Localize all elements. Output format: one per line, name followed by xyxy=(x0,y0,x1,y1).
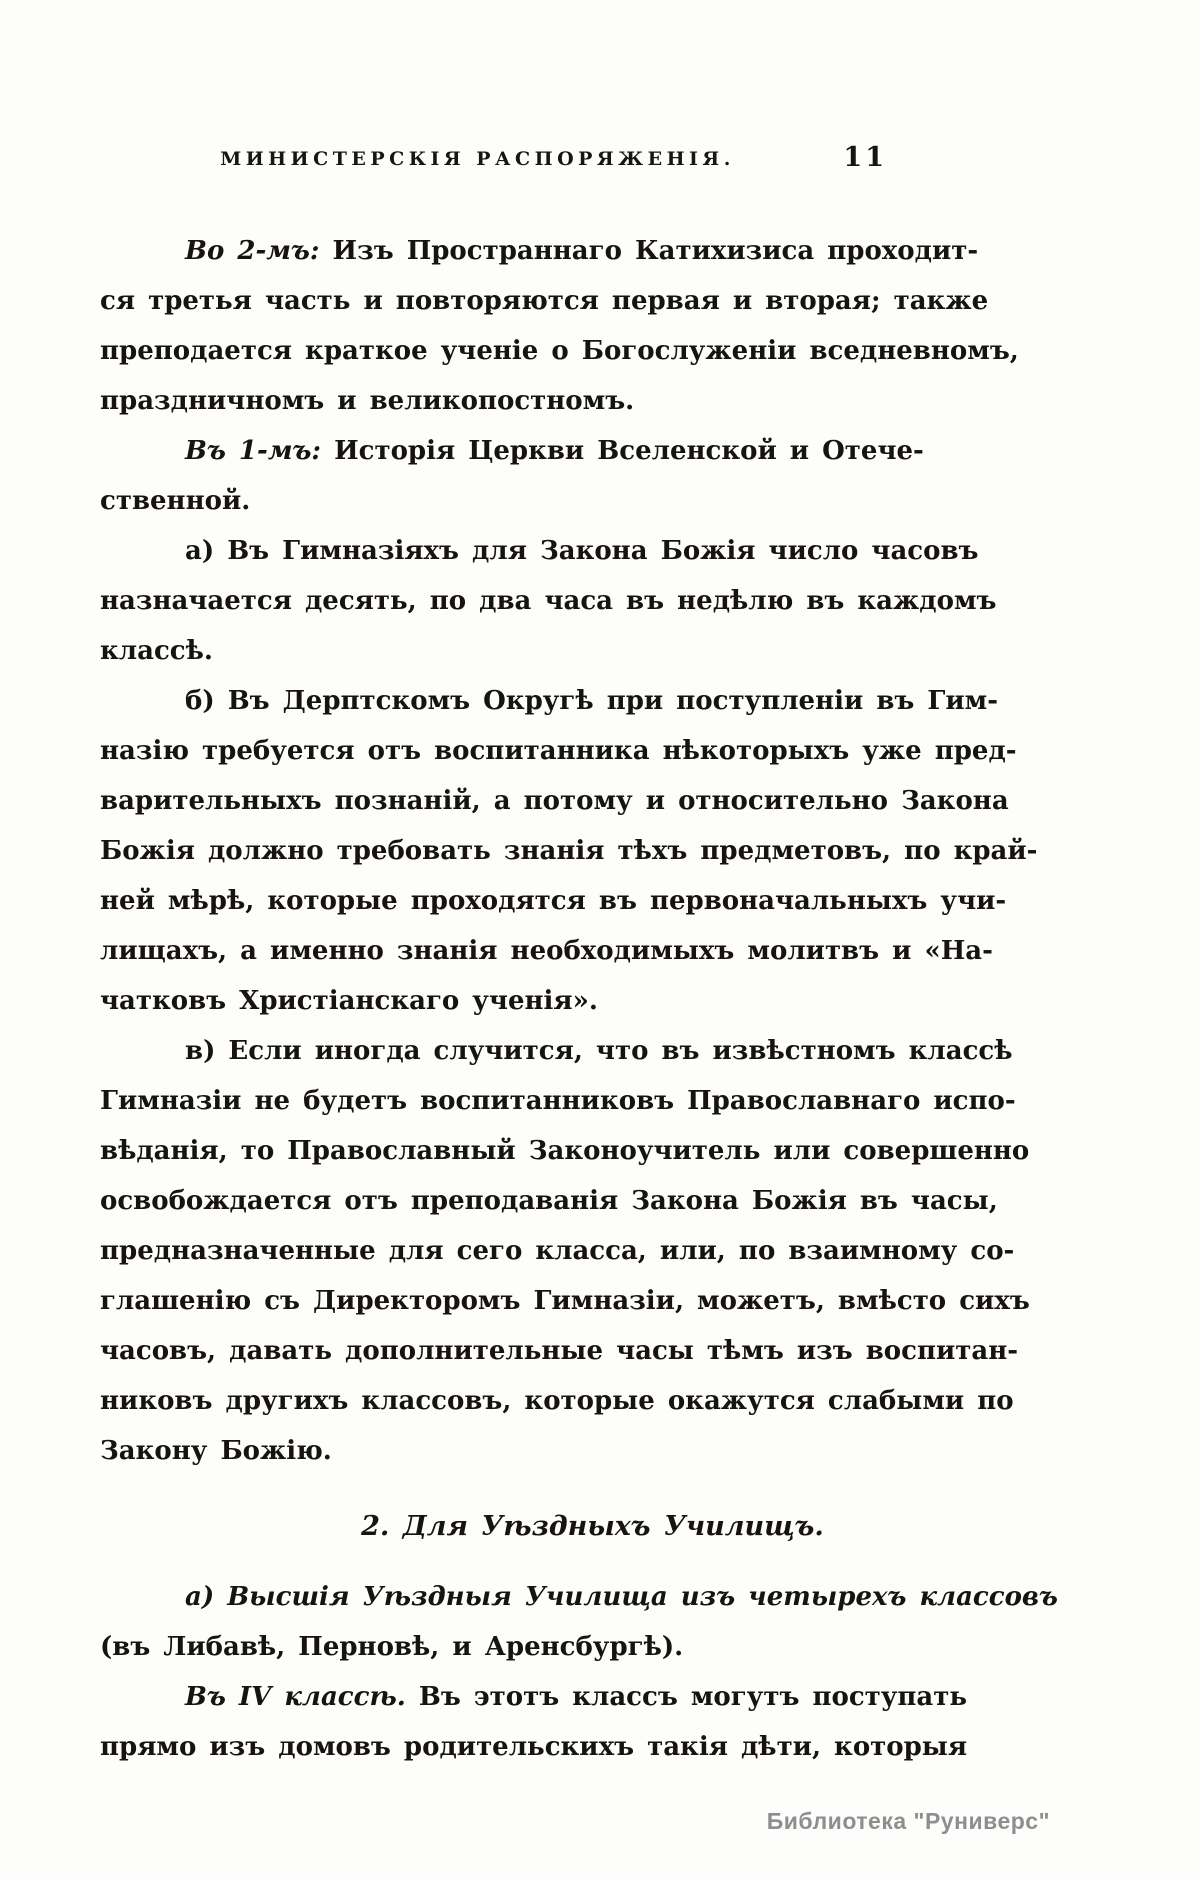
text-line xyxy=(100,1276,1030,1326)
italic-text-segment: Для Уѣздныхъ Училищъ. xyxy=(402,1511,824,1542)
text-segment: прямо изъ домовъ родительскихъ такія дѣти, которыя xyxy=(100,1732,968,1762)
text-segment: лищахъ, а именно знанія необходимыхъ молитвъ и «На- xyxy=(100,936,993,966)
italic-text-segment: Въ 1-мъ: xyxy=(185,436,322,466)
text-segment: праздничномъ и великопостномъ. xyxy=(100,386,635,416)
running-head-row xyxy=(100,142,895,182)
text-segment: Гимназіи не будетъ воспитанниковъ Православнаго испо- xyxy=(100,1086,1016,1116)
text-segment: (въ Либавѣ, Перновѣ, и Аренсбургѣ). xyxy=(100,1632,684,1662)
text-line xyxy=(100,1326,1019,1376)
text-segment: освобождается отъ преподаванія Закона Божія въ часы, xyxy=(100,1186,998,1216)
text-line xyxy=(100,1672,968,1722)
text-segment: ней мѣрѣ, которые проходятся въ первоначальныхъ учи- xyxy=(100,886,1007,916)
text-segment: классѣ. xyxy=(100,636,213,666)
text-line xyxy=(100,776,1009,826)
italic-text-segment: 2. xyxy=(361,1511,403,1542)
text-segment: часовъ, давать дополнительные часы тѣмъ изъ воспитан- xyxy=(100,1336,1019,1366)
text-segment: преподается краткое ученіе о Богослуженіи вседневномъ, xyxy=(100,336,1019,366)
text-segment: Закону Божію. xyxy=(100,1436,332,1466)
text-line xyxy=(100,876,1007,926)
text-line xyxy=(100,526,979,576)
text-segment: назію требуется отъ воспитанника нѣкоторыхъ уже пред- xyxy=(100,736,1017,766)
text-column xyxy=(100,142,1058,1772)
text-segment: б) Въ Дерптскомъ Округѣ при поступленіи въ Гим- xyxy=(185,686,999,716)
text-line xyxy=(100,726,1017,776)
text-line xyxy=(100,1722,968,1772)
text-body xyxy=(100,226,1058,1772)
text-segment: в) Если иногда случится, что въ извѣстномъ классѣ xyxy=(185,1036,1013,1066)
text-line xyxy=(100,1176,998,1226)
library-watermark: Библиотека "Руниверс" xyxy=(766,1808,1050,1834)
text-line xyxy=(100,626,895,676)
text-line xyxy=(100,276,989,326)
text-segment: Исторія Церкви Вселенской и Отече- xyxy=(321,436,924,466)
italic-text-segment: Во 2-мъ: xyxy=(185,236,320,266)
text-line xyxy=(100,426,924,476)
text-line xyxy=(100,1126,1030,1176)
text-segment: варительныхъ познаній, а потому и относительно Закона xyxy=(100,786,1009,816)
text-line xyxy=(100,1426,895,1476)
text-segment: предназначенные для сего класса, или, по взаимному со- xyxy=(100,1236,1015,1266)
italic-text-segment: а) Высшія Уѣздныя Училища изъ четырехъ классовъ xyxy=(185,1582,1058,1612)
italic-text-segment: Въ IV классѣ. xyxy=(185,1682,406,1712)
text-line xyxy=(100,676,999,726)
text-line xyxy=(100,926,993,976)
running-head-title: МИНИСТЕРСКІЯ РАСПОРЯЖЕНІЯ. xyxy=(220,148,735,170)
text-segment: никовъ другихъ классовъ, которые окажутся слабыми по xyxy=(100,1386,1014,1416)
text-line xyxy=(100,376,895,426)
page-number: 11 xyxy=(843,142,887,173)
text-segment: ственной. xyxy=(100,486,251,516)
text-segment: Божія должно требовать знанія тѣхъ предметовъ, по край- xyxy=(100,836,1038,866)
text-line xyxy=(100,1026,1013,1076)
text-segment: назначается десять, по два часа въ недѣлю въ каждомъ xyxy=(100,586,997,616)
text-line xyxy=(100,976,895,1026)
text-segment: чатковъ Христіанскаго ученія». xyxy=(100,986,598,1016)
text-line xyxy=(100,576,997,626)
section-heading xyxy=(290,1502,895,1552)
text-segment: а) Въ Гимназіяхъ для Закона Божія число часовъ xyxy=(185,536,979,566)
text-line xyxy=(100,1076,1016,1126)
text-line xyxy=(100,1226,1015,1276)
text-line xyxy=(100,1572,1058,1622)
text-line xyxy=(100,1376,1014,1426)
text-line xyxy=(100,226,979,276)
text-line xyxy=(100,1622,895,1672)
text-segment: вѣданія, то Православный Законоучитель или совершенно xyxy=(100,1136,1030,1166)
text-line xyxy=(100,326,1019,376)
text-segment: Въ этотъ классъ могутъ поступать xyxy=(405,1682,968,1712)
text-segment: Изъ Пространнаго Катихизиса проходит- xyxy=(319,236,979,266)
text-line xyxy=(100,826,1038,876)
text-segment: глашенію съ Директоромъ Гимназіи, можетъ, вмѣсто сихъ xyxy=(100,1286,1030,1316)
text-line xyxy=(100,476,895,526)
text-segment: ся третья часть и повторяются первая и вторая; также xyxy=(100,286,989,316)
